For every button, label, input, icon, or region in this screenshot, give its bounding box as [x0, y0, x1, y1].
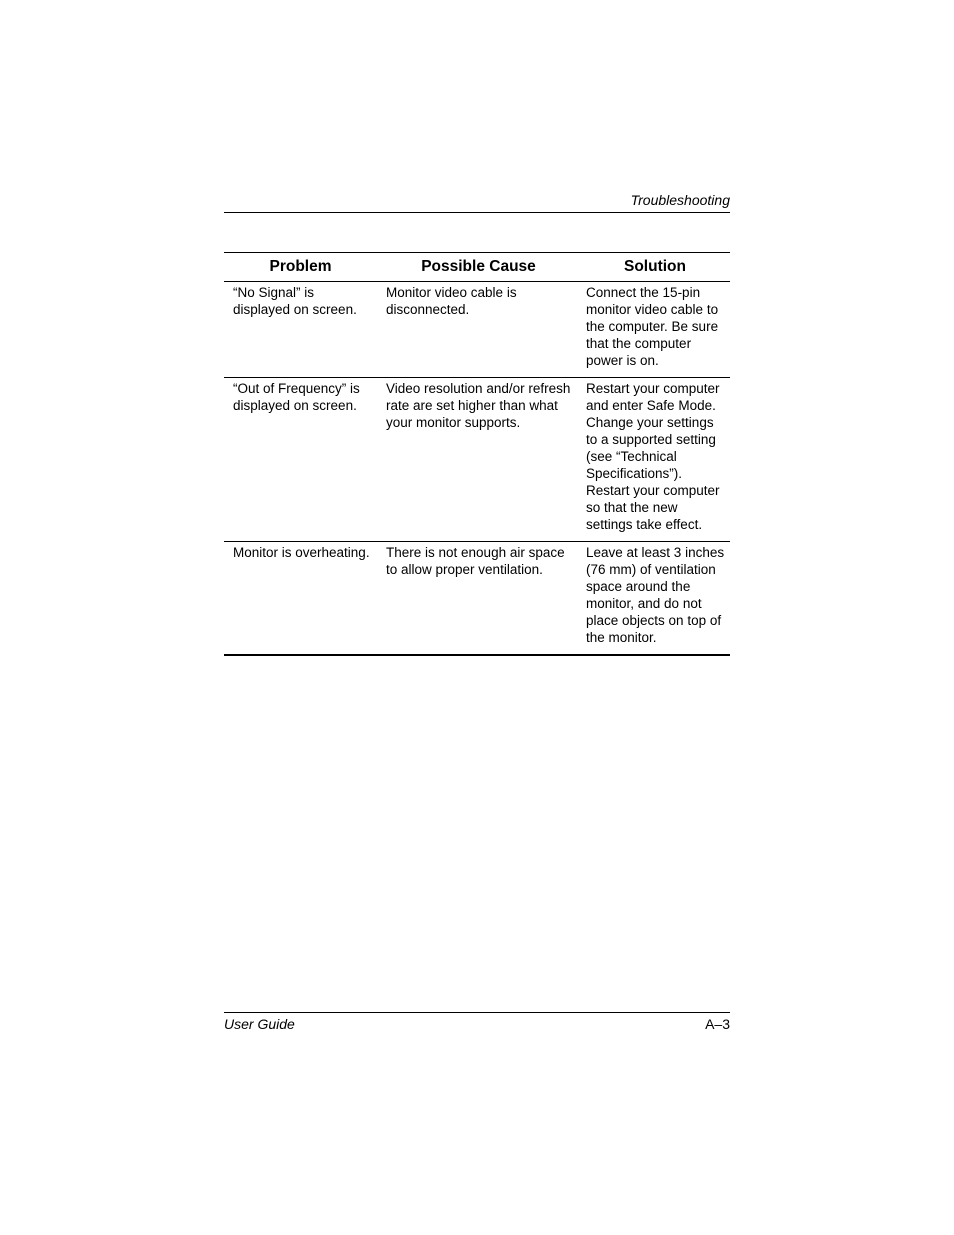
troubleshooting-table — [224, 252, 730, 656]
solution-cell: Leave at least 3 inches (76 mm) of ventilation space around the monitor, and do not place objects on top of the monitor. — [580, 542, 730, 656]
document-title: User Guide — [224, 1016, 295, 1032]
column-header-solution: Solution — [580, 253, 730, 282]
solution-cell: Connect the 15-pin monitor video cable to the computer. Be sure that the computer power is on. — [580, 282, 730, 378]
problem-cell: “Out of Frequency” is displayed on screen. — [224, 378, 377, 542]
solution-cell: Restart your computer and enter Safe Mode. Change your settings to a supported setting (see “Technical Specifications”). Restart your computer so that the new settings take effect. — [580, 378, 730, 542]
table-header-row — [224, 253, 730, 282]
table-row — [224, 542, 730, 656]
table-row — [224, 282, 730, 378]
column-header-possible-cause: Possible Cause — [377, 253, 580, 282]
column-header-problem: Problem — [224, 253, 377, 282]
cause-cell: Monitor video cable is disconnected. — [377, 282, 580, 378]
page-number: A–3 — [705, 1016, 730, 1032]
cause-cell: Video resolution and/or refresh rate are set higher than what your monitor supports. — [377, 378, 580, 542]
problem-cell: Monitor is overheating. — [224, 542, 377, 656]
running-footer — [224, 1012, 730, 1035]
running-header — [224, 190, 730, 213]
problem-cell: “No Signal” is displayed on screen. — [224, 282, 377, 378]
table-row — [224, 378, 730, 542]
cause-cell: There is not enough air space to allow proper ventilation. — [377, 542, 580, 656]
section-title: Troubleshooting — [630, 192, 730, 208]
